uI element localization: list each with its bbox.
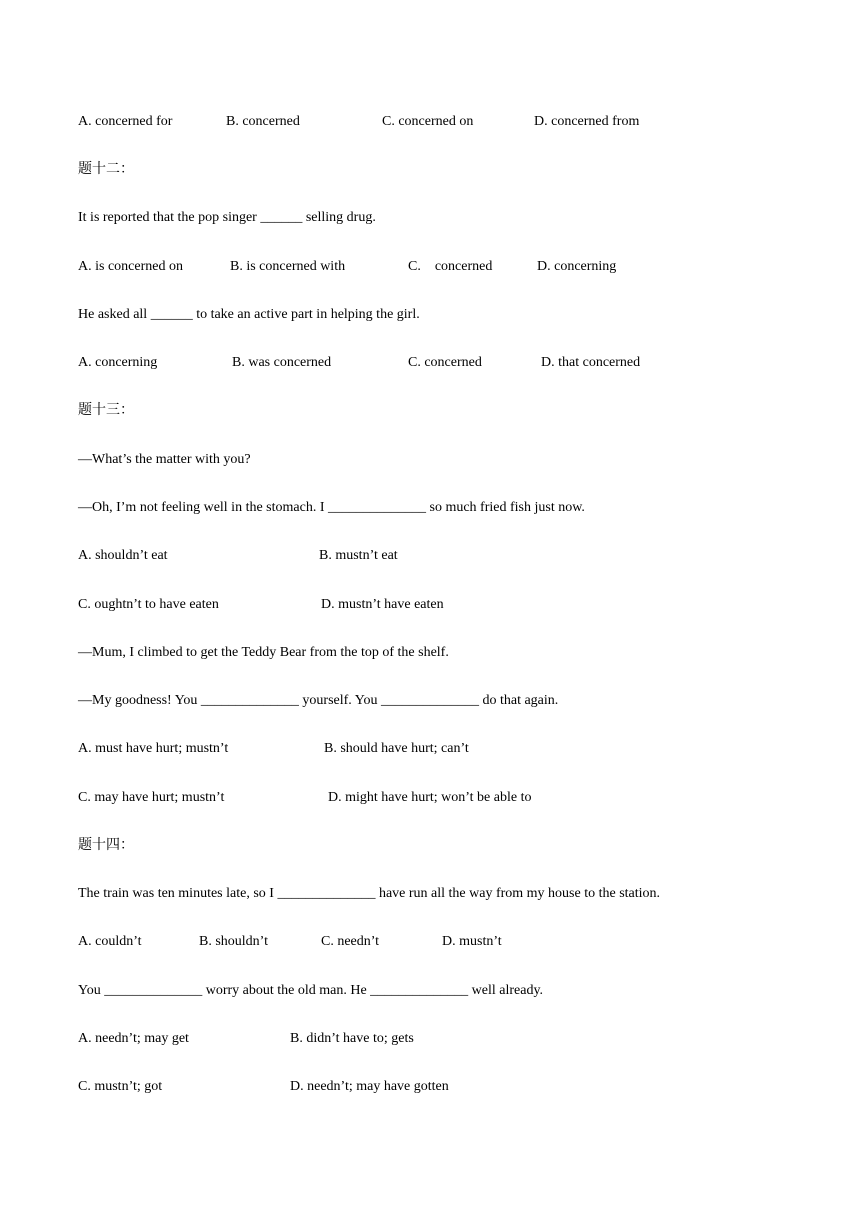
q13a-dialogue-line-2: —Oh, I’m not feeling well in the stomach. I ______________ so much fried fish just now. — [78, 500, 585, 515]
q12b-option-c: C. concerned — [408, 355, 482, 370]
section-heading-14: 题十四： — [78, 838, 134, 853]
q12a-option-a: A. is concerned on — [78, 259, 183, 274]
q14a-option-b: B. shouldn’t — [199, 934, 268, 949]
q12a-option-b: B. is concerned with — [230, 259, 346, 274]
q14b-option-c: C. mustn’t; got — [78, 1079, 163, 1094]
q14b-option-b: B. didn’t have to; gets — [290, 1031, 414, 1046]
section-heading-12: 题十二： — [78, 162, 134, 177]
q14a-option-d: D. mustn’t — [442, 934, 502, 949]
q13a-dialogue-line-1: —What’s the matter with you? — [78, 452, 251, 467]
q12b-option-a: A. concerning — [78, 355, 158, 370]
q12a-stem: It is reported that the pop singer ______ selling drug. — [78, 210, 376, 225]
q13b-option-a: A. must have hurt; mustn’t — [78, 741, 229, 756]
q13b-dialogue-line-1: —Mum, I climbed to get the Teddy Bear from the top of the shelf. — [78, 645, 449, 660]
q11-option-c: C. concerned on — [382, 114, 474, 129]
q14b-option-d: D. needn’t; may have gotten — [290, 1079, 449, 1094]
q13b-dialogue-line-2: —My goodness! You ______________ yourself. You ______________ do that again. — [78, 693, 559, 708]
q14a-stem: The train was ten minutes late, so I ______________ have run all the way from my house to the station. — [78, 886, 661, 901]
q13a-option-c: C. oughtn’t to have eaten — [78, 597, 219, 612]
q13a-option-b: B. mustn’t eat — [319, 548, 398, 563]
q13a-option-d: D. mustn’t have eaten — [321, 597, 444, 612]
q12b-option-d: D. that concerned — [541, 355, 641, 370]
section-heading-13: 题十三： — [78, 403, 134, 418]
q12a-option-c: C. concerned — [408, 259, 493, 274]
q13a-option-a: A. shouldn’t eat — [78, 548, 168, 563]
q13b-option-b: B. should have hurt; can’t — [324, 741, 469, 756]
q12b-stem: He asked all ______ to take an active part in helping the girl. — [78, 307, 420, 322]
q11-option-b: B. concerned — [226, 114, 300, 129]
q11-option-d: D. concerned from — [534, 114, 640, 129]
q14a-option-c: C. needn’t — [321, 934, 380, 949]
q11-option-a: A. concerned for — [78, 114, 173, 129]
q14b-option-a: A. needn’t; may get — [78, 1031, 189, 1046]
q14b-stem: You ______________ worry about the old man. He ______________ well already. — [78, 983, 544, 998]
q13b-option-d: D. might have hurt; won’t be able to — [328, 790, 532, 805]
q12a-option-d: D. concerning — [537, 259, 617, 274]
q12b-option-b: B. was concerned — [232, 355, 332, 370]
q14a-option-a: A. couldn’t — [78, 934, 142, 949]
q13b-option-c: C. may have hurt; mustn’t — [78, 790, 225, 805]
